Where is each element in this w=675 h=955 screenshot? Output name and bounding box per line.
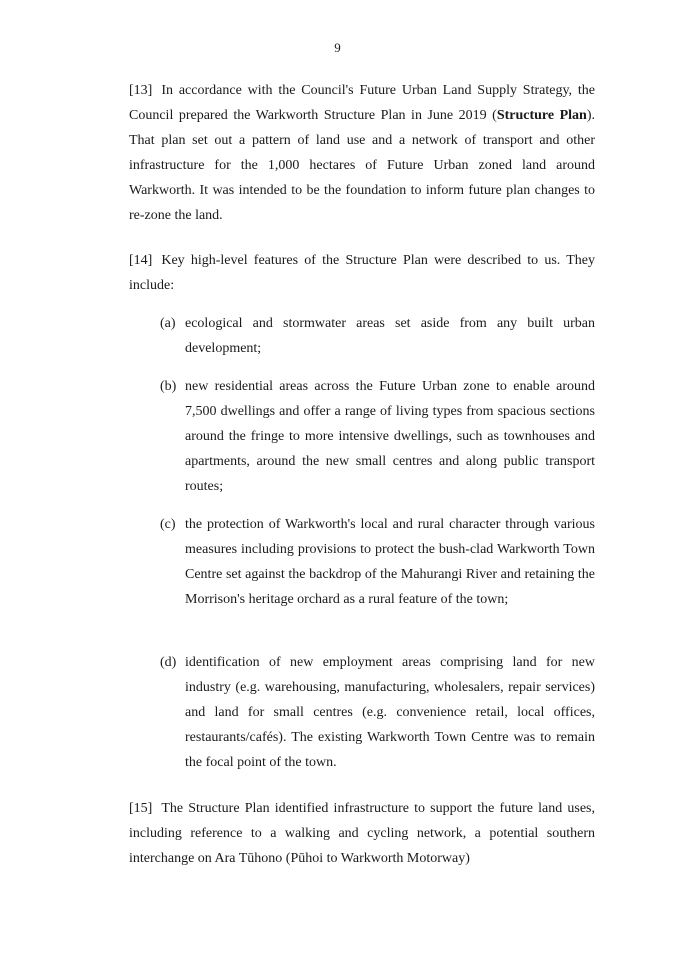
paragraph-number: [13] — [129, 83, 153, 98]
paragraph-15 — [129, 796, 595, 871]
subitem-b — [160, 374, 595, 499]
paragraph-text: The Structure Plan identified infrastructure to support the future land uses, including reference to a walking and cycling network, a potential southern interchange on Ara Tūhono (Pūhoi to Warkworth Motorway) — [129, 801, 595, 866]
paragraph-number: [14] — [129, 253, 153, 268]
subitem-text: ecological and stormwater areas set aside from any built urban development; — [185, 316, 595, 356]
page-number: 9 — [334, 40, 341, 55]
paragraph-13 — [129, 78, 595, 228]
subitem-text: identification of new employment areas comprising land for new industry (e.g. warehousing, manufacturing, wholesalers, repair services) and land for small centres (e.g. convenience retail, local offices, restaurants/cafés). The existing Warkworth Town Centre was to remain the focal point of the town. — [185, 655, 595, 770]
subitem-letter: (d) — [160, 655, 177, 670]
subitem-text: the protection of Warkworth's local and rural character through various measures including provisions to protect the bush-clad Warkworth Town Centre set against the backdrop of the Mahurangi River and retaining the Morrison's heritage orchard as a rural feature of the town; — [185, 517, 595, 607]
paragraph-text: ). That plan set out a pattern of land use and a network of transport and other infrastructure for the 1,000 hectares of Future Urban zoned land around Warkworth. It was intended to be the foundation to inform future plan changes to re-zone the land. — [129, 108, 596, 223]
paragraph-text: Key high-level features of the Structure Plan were described to us. They include: — [129, 253, 595, 293]
paragraph-text: In accordance with the Council's Future Urban Land Supply Strategy, the Council prepared the Warkworth Structure Plan in June 2019 ( — [129, 83, 595, 123]
paragraph-14 — [129, 248, 595, 298]
subitem-letter: (b) — [160, 379, 177, 394]
defined-term: Structure Plan — [496, 108, 587, 123]
subitem-a — [160, 311, 595, 361]
paragraph-number: [15] — [129, 801, 153, 816]
subitem-c — [160, 512, 595, 612]
subitem-text: new residential areas across the Future Urban zone to enable around 7,500 dwellings and offer a range of living types from spacious sections around the fringe to more intensive dwellings, such as townhouses and apartments, around the new small centres and along public transport routes; — [185, 379, 595, 494]
subitem-letter: (c) — [160, 517, 176, 532]
subitem-letter: (a) — [160, 316, 176, 331]
subitem-d — [160, 650, 595, 775]
